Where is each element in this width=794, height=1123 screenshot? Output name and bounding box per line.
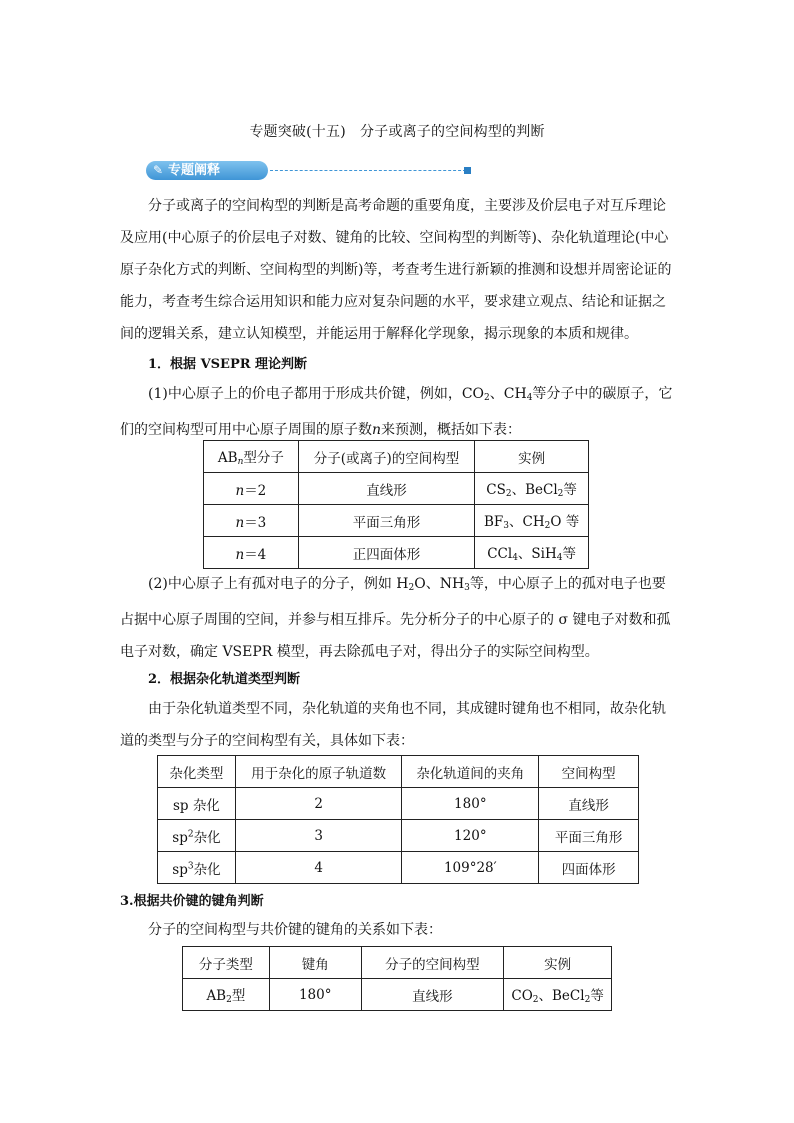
section1-paragraph2: (2)中心原子上有孤对电子的分子，例如 $H_2O$、$NH_3$等，中心原子上的孤对电子也要占据中心原子周围的空间，并参与相互排斥。先分析分子的中心原子的 σ 键电子对数和孤电子对数，确定 VSEPR 模型，再去除孤电子对，得出分子的实际空间构型。 bbox=[120, 576, 671, 660]
table-cell: sp 杂化 bbox=[158, 788, 236, 820]
table-header-row bbox=[204, 441, 589, 473]
section3-heading: 3.根据共价键的键角判断 bbox=[120, 894, 264, 909]
table-cell: 平面三角形 bbox=[539, 820, 639, 852]
table-cell: 直线形 bbox=[539, 788, 639, 820]
table-cell: n＝3 bbox=[204, 505, 299, 537]
header-cell: 杂化轨道间的夹角 bbox=[402, 756, 539, 788]
s1p1-n: n bbox=[372, 422, 382, 438]
table-cell: $AB_2$型 bbox=[183, 979, 270, 1011]
table-cell: 180° bbox=[269, 979, 361, 1011]
topic-tag bbox=[146, 161, 268, 180]
intro-paragraph bbox=[120, 190, 676, 350]
table-header-row bbox=[158, 756, 639, 788]
table-cell: CCl$_4$、SiH$_4$等 bbox=[475, 537, 589, 569]
table-cell: 3 bbox=[235, 820, 402, 852]
table-cell: 直线形 bbox=[298, 473, 474, 505]
table-cell: n＝4 bbox=[204, 537, 299, 569]
section2-paragraph: 由于杂化轨道类型不同，杂化轨道的夹角也不同，其成键时键角也不相同，故杂化轨道的类型与分子的空间构型有关，具体如下表： bbox=[120, 701, 666, 749]
table-cell: 直线形 bbox=[361, 979, 504, 1011]
s1p1-text-c: 等分子中的碳原子，它们的空间构型可用中心原子周围的原子数 bbox=[120, 386, 673, 438]
banner-dashed-line bbox=[270, 170, 466, 171]
table-row bbox=[204, 537, 589, 569]
table-cell: n＝2 bbox=[204, 473, 299, 505]
header-cell: 实例 bbox=[504, 947, 612, 979]
section3-paragraph: 分子的空间构型与共价键的键角的关系如下表： bbox=[148, 922, 442, 938]
table-row bbox=[204, 505, 589, 537]
header-cell: $AB_n$型分子 bbox=[204, 441, 299, 473]
table-cell: $sp^2$杂化 bbox=[158, 820, 236, 852]
table-cell: 109°28′ bbox=[402, 852, 539, 884]
table-row bbox=[204, 473, 589, 505]
s1p1-sub2: 4 bbox=[526, 393, 533, 403]
table-row bbox=[183, 979, 612, 1011]
table-cell: 4 bbox=[235, 852, 402, 884]
section1-paragraph1 bbox=[120, 378, 676, 446]
header-cell: 用于杂化的原子轨道数 bbox=[235, 756, 402, 788]
table-header-row bbox=[183, 947, 612, 979]
header-cell: 空间构型 bbox=[539, 756, 639, 788]
table-row bbox=[158, 820, 639, 852]
table-cell: $CO_2$、BeCl$_2$等 bbox=[504, 979, 612, 1011]
s1p1-text-b: 、CH bbox=[489, 386, 527, 402]
pencil-icon: ✎ bbox=[153, 163, 164, 177]
header-cell: 杂化类型 bbox=[158, 756, 236, 788]
s1p1-text-a: (1)中心原子上的价电子都用于形成共价键，例如，CO bbox=[148, 386, 485, 402]
section2-heading: 2．根据杂化轨道类型判断 bbox=[148, 672, 301, 687]
table-cell: 180° bbox=[402, 788, 539, 820]
s1p1-text-d: 来预测，概括如下表： bbox=[381, 422, 522, 438]
table-cell: 2 bbox=[235, 788, 402, 820]
table-cell: $sp^3$杂化 bbox=[158, 852, 236, 884]
header-cell: 实例 bbox=[475, 441, 589, 473]
intro-text: 分子或离子的空间构型的判断是高考命题的重要角度，主要涉及价层电子对互斥理论及应用(中心原子的价层电子对数、键角的比较、空间构型的判断等)、杂化轨道理论(中心原子杂化方式的判断、空间构型的判断)等，考查考生进行新颖的推测和设想并周密论证的能力，考查考生综合运用知识和能力应对复杂问题的水平，要求建立观点、结论和证据之间的逻辑关系，建立认知模型，并能运用于解释化学现象，揭示现象的本质和规律。 bbox=[120, 198, 672, 342]
table-cell: 正四面体形 bbox=[298, 537, 474, 569]
bond-angle-table bbox=[182, 946, 612, 1011]
page-title: 专题突破(十五) 分子或离子的空间构型的判断 bbox=[249, 124, 545, 140]
vsepr-table bbox=[203, 440, 589, 569]
s1p1-sub1: 2 bbox=[484, 393, 490, 403]
header-cell: 分子(或离子)的空间构型 bbox=[298, 441, 474, 473]
banner-end-marker bbox=[464, 167, 471, 174]
header-cell: 键角 bbox=[269, 947, 361, 979]
table-cell: 四面体形 bbox=[539, 852, 639, 884]
hybridization-table bbox=[157, 755, 639, 884]
topic-banner bbox=[146, 161, 476, 181]
section1-heading: 1．根据 VSEPR 理论判断 bbox=[148, 357, 308, 372]
table-cell: 平面三角形 bbox=[298, 505, 474, 537]
topic-tag-label: 专题阐释 bbox=[168, 163, 221, 178]
header-cell: 分子的空间构型 bbox=[361, 947, 504, 979]
header-cell: 分子类型 bbox=[183, 947, 270, 979]
table-row bbox=[158, 852, 639, 884]
table-row bbox=[158, 788, 639, 820]
table-cell: $BF_3$、$CH_2O$ 等 bbox=[475, 505, 589, 537]
table-cell: $CS_2$、BeCl$_2$等 bbox=[475, 473, 589, 505]
table-cell: 120° bbox=[402, 820, 539, 852]
